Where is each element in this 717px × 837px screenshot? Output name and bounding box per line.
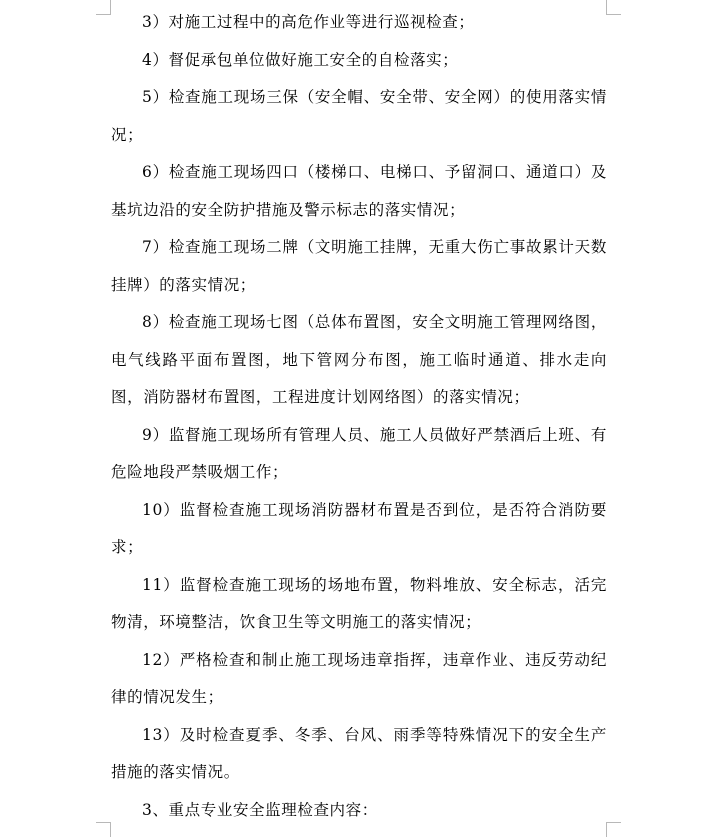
paragraph-item-11: 11）监督检查施工现场的场地布置，物料堆放、安全标志，活完物清，环境整洁，饮食卫生等文明施工的落实情况；	[111, 575, 607, 631]
paragraph-item-8: 8）检查施工现场七图（总体布置图，安全文明施工管理网络图，电气线路平面布置图，地下管网分布图，施工临时通道、排水走向图，消防器材布置图，工程进度计划网络图）的落实情况；	[111, 313, 607, 406]
paragraph-item-10: 10）监督检查施工现场消防器材布置是否到位，是否符合消防要求；	[111, 500, 607, 556]
margin-corner-top-left	[96, 0, 111, 15]
paragraph-item-7: 7）检查施工现场二牌（文明施工挂牌，无重大伤亡事故累计天数挂牌）的落实情况；	[111, 238, 607, 294]
paragraph-item-13: 13）及时检查夏季、冬季、台风、雨季等特殊情况下的安全生产措施的落实情况。	[111, 725, 607, 781]
paragraph-item-12: 12）严格检查和制止施工现场违章指挥，违章作业、违反劳动纪律的情况发生；	[111, 650, 607, 706]
margin-corner-bottom-right	[606, 822, 621, 837]
paragraph-item-6: 6）检查施工现场四口（楼梯口、电梯口、予留洞口、通道口）及基坑边沿的安全防护措施及警示标志的落实情况；	[111, 163, 607, 219]
paragraph-item-5: 5）检查施工现场三保（安全帽、安全带、安全网）的使用落实情况；	[111, 88, 607, 144]
margin-corner-bottom-left	[96, 822, 111, 837]
document-body	[111, 4, 607, 829]
paragraph-item-3: 3）对施工过程中的高危作业等进行巡视检查；	[142, 13, 475, 31]
margin-corner-top-right	[606, 0, 621, 15]
paragraph-item-9: 9）监督施工现场所有管理人员、施工人员做好严禁酒后上班、有危险地段严禁吸烟工作；	[111, 425, 607, 481]
section-heading: 3、重点专业安全监理检查内容：	[142, 800, 378, 819]
paragraph-item-4: 4）督促承包单位做好施工安全的自检落实；	[142, 50, 459, 69]
